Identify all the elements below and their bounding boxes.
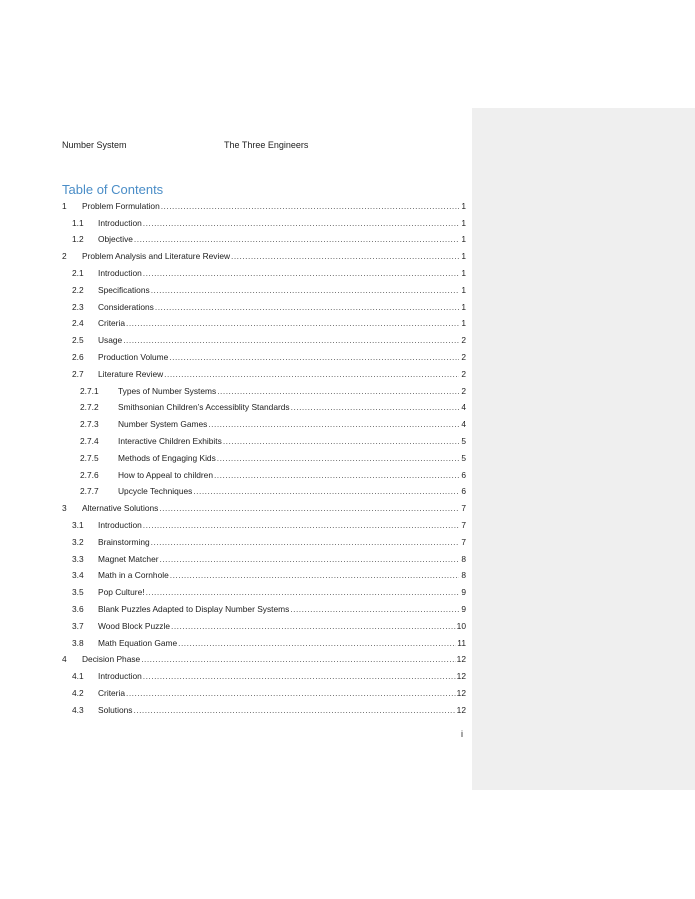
toc-entry-number: 3.3	[72, 553, 84, 564]
toc-dot-leader	[171, 621, 456, 632]
toc-entry-label: Literature Review	[98, 368, 164, 379]
toc-entry-page: 9	[461, 604, 466, 615]
toc-dot-leader	[143, 520, 459, 531]
toc-entry[interactable]	[62, 702, 466, 719]
toc-entry-number: 2.2	[72, 284, 84, 295]
toc-dot-leader	[126, 318, 459, 329]
toc-entry-page: 6	[461, 469, 466, 480]
toc-dot-leader	[161, 201, 459, 212]
toc-dot-leader	[193, 486, 459, 497]
toc-entry[interactable]	[62, 467, 466, 484]
toc-entry[interactable]	[62, 500, 466, 517]
toc-entry-number: 2	[62, 251, 67, 262]
toc-entry-label: Introduction	[98, 671, 142, 682]
toc-entry-page: 7	[461, 520, 466, 531]
toc-entry[interactable]	[62, 568, 466, 585]
toc-dot-leader	[143, 218, 459, 229]
toc-entry-page: 1	[461, 301, 466, 312]
toc-entry[interactable]	[62, 584, 466, 601]
toc-entry-number: 2.4	[72, 318, 84, 329]
toc-entry-label: Specifications	[98, 284, 150, 295]
toc-entry[interactable]	[62, 416, 466, 433]
toc-dot-leader	[169, 352, 459, 363]
toc-dot-leader	[164, 369, 459, 380]
toc-entry-page: 1	[461, 200, 466, 211]
toc-dot-leader	[155, 302, 459, 313]
toc-dot-leader	[290, 604, 459, 615]
table-of-contents	[62, 198, 466, 719]
toc-entry-page: 1	[461, 318, 466, 329]
comment-pane	[472, 108, 695, 790]
toc-entry-label: Methods of Engaging Kids	[118, 452, 216, 463]
toc-entry-number: 1	[62, 200, 67, 211]
toc-entry-number: 2.7.3	[80, 419, 99, 430]
toc-dot-leader	[143, 268, 459, 279]
toc-entry-page: 1	[461, 268, 466, 279]
toc-dot-leader	[214, 470, 459, 481]
toc-entry-page: 7	[461, 503, 466, 514]
toc-dot-leader	[159, 503, 459, 514]
toc-entry[interactable]	[62, 601, 466, 618]
toc-entry-page: 2	[461, 335, 466, 346]
toc-dot-leader	[151, 537, 459, 548]
toc-entry[interactable]	[62, 652, 466, 669]
toc-dot-leader	[151, 285, 459, 296]
toc-entry-label: Pop Culture!	[98, 587, 145, 598]
header-document-title: Number System	[62, 140, 127, 150]
toc-entry-page: 1	[461, 284, 466, 295]
toc-entry-label: Alternative Solutions	[82, 503, 159, 514]
toc-dot-leader	[217, 386, 459, 397]
toc-entry-page: 12	[456, 704, 466, 715]
toc-entry[interactable]	[62, 198, 466, 215]
toc-entry-number: 3	[62, 503, 67, 514]
toc-entry-number: 4.2	[72, 688, 84, 698]
toc-entry-label: Production Volume	[98, 352, 169, 363]
toc-entry-number: 2.7.6	[80, 469, 99, 480]
toc-entry-label: Smithsonian Children’s Accessiblity Standards	[118, 402, 290, 413]
toc-entry-label: How to Appeal to children	[118, 469, 213, 480]
toc-entry-number: 3.2	[72, 536, 84, 547]
toc-entry-page: 4	[461, 402, 466, 413]
toc-entry-number: 4.3	[72, 704, 84, 715]
toc-entry[interactable]	[62, 349, 466, 366]
toc-entry-label: Types of Number Systems	[118, 385, 217, 396]
toc-entry-number: 3.8	[72, 637, 84, 648]
toc-entry-number: 3.7	[72, 620, 84, 631]
toc-entry-number: 3.6	[72, 604, 84, 615]
toc-entry-label: Introduction	[98, 268, 142, 279]
toc-entry[interactable]	[62, 534, 466, 551]
toc-entry[interactable]	[62, 383, 466, 400]
toc-entry-number: 4	[62, 654, 67, 665]
toc-entry-page: 1	[461, 217, 466, 228]
toc-entry-page: 2	[461, 385, 466, 396]
toc-entry[interactable]	[62, 668, 466, 685]
toc-entry-page: 12	[456, 688, 466, 698]
page-number: i	[461, 729, 463, 739]
toc-entry-number: 2.7.5	[80, 452, 99, 463]
toc-entry-label: Introduction	[98, 217, 142, 228]
toc-entry-number: 1.2	[72, 234, 84, 245]
toc-entry-label: Brainstorming	[98, 536, 150, 547]
toc-entry-label: Interactive Children Exhibits	[118, 436, 222, 447]
toc-entry[interactable]	[62, 332, 466, 349]
toc-entry-number: 1.1	[72, 217, 84, 228]
toc-entry-label: Math Equation Game	[98, 637, 178, 648]
toc-entry[interactable]	[62, 433, 466, 450]
toc-entry-number: 2.3	[72, 301, 84, 312]
toc-entry-label: Wood Block Puzzle	[98, 620, 170, 631]
toc-dot-leader	[123, 335, 459, 346]
toc-entry-number: 3.5	[72, 587, 84, 598]
toc-entry-page: 5	[461, 436, 466, 447]
toc-entry-page: 4	[461, 419, 466, 430]
toc-entry-number: 2.7.7	[80, 486, 99, 497]
toc-entry[interactable]	[62, 450, 466, 467]
toc-entry-label: Blank Puzzles Adapted to Display Number Systems	[98, 604, 290, 615]
toc-entry[interactable]	[62, 685, 466, 702]
toc-dot-leader	[141, 654, 455, 665]
toc-entry-page: 1	[461, 251, 466, 262]
toc-dot-leader	[126, 688, 456, 699]
toc-entry-page: 7	[461, 536, 466, 547]
toc-entry-page: 6	[461, 486, 466, 497]
toc-entry-page: 12	[456, 671, 466, 682]
toc-entry-label: Usage	[98, 335, 123, 346]
toc-dot-leader	[134, 234, 459, 245]
toc-entry[interactable]	[62, 366, 466, 383]
toc-entry[interactable]	[62, 215, 466, 232]
toc-entry-page: 9	[461, 587, 466, 598]
toc-entry-number: 2.7.4	[80, 436, 99, 447]
toc-entry-number: 2.7.1	[80, 385, 99, 396]
toc-entry-page: 12	[456, 654, 466, 665]
toc-entry-page: 11	[457, 637, 466, 648]
toc-entry-label: Criteria	[98, 318, 125, 329]
toc-dot-leader	[231, 251, 459, 262]
toc-heading: Table of Contents	[62, 182, 164, 197]
toc-entry-number: 2.5	[72, 335, 84, 346]
toc-dot-leader	[208, 419, 459, 430]
toc-entry-label: Problem Analysis and Literature Review	[82, 251, 231, 262]
toc-entry-number: 3.4	[72, 570, 84, 581]
toc-entry[interactable]	[62, 618, 466, 635]
toc-entry[interactable]	[62, 248, 466, 265]
toc-entry[interactable]	[62, 282, 466, 299]
header-team-name: The Three Engineers	[224, 140, 309, 150]
toc-dot-leader	[178, 638, 456, 649]
toc-entry-page: 1	[461, 234, 466, 245]
toc-entry-page: 2	[461, 368, 466, 379]
toc-entry-number: 2.7	[72, 368, 84, 379]
toc-entry-number: 2.7.2	[80, 402, 99, 413]
toc-entry-page: 8	[461, 570, 466, 581]
toc-dot-leader	[291, 402, 459, 413]
toc-entry[interactable]	[62, 484, 466, 501]
toc-dot-leader	[170, 570, 459, 581]
toc-dot-leader	[133, 705, 455, 716]
toc-entry[interactable]	[62, 551, 466, 568]
toc-entry-label: Criteria	[98, 688, 125, 698]
toc-entry-label: Considerations	[98, 301, 154, 312]
toc-entry-page: 10	[456, 620, 466, 631]
toc-entry-label: Decision Phase	[82, 654, 141, 665]
toc-entry-label: Magnet Matcher	[98, 553, 159, 564]
toc-entry-number: 3.1	[72, 520, 84, 531]
toc-entry-number: 2.6	[72, 352, 84, 363]
toc-dot-leader	[160, 554, 459, 565]
toc-entry-number: 4.1	[72, 671, 84, 682]
toc-dot-leader	[217, 453, 459, 464]
toc-entry[interactable]	[62, 232, 466, 249]
toc-entry-number: 2.1	[72, 268, 84, 279]
toc-entry[interactable]	[62, 265, 466, 282]
toc-entry[interactable]	[62, 517, 466, 534]
toc-entry-page: 8	[461, 553, 466, 564]
toc-entry-label: Introduction	[98, 520, 142, 531]
toc-entry-label: Solutions	[98, 704, 133, 715]
toc-entry-label: Math in a Cornhole	[98, 570, 169, 581]
toc-entry-label: Objective	[98, 234, 133, 245]
toc-entry[interactable]	[62, 316, 466, 333]
toc-entry[interactable]	[62, 635, 466, 652]
toc-entry[interactable]	[62, 400, 466, 417]
toc-dot-leader	[223, 436, 459, 447]
toc-entry-page: 5	[461, 452, 466, 463]
toc-entry-label: Number System Games	[118, 419, 208, 430]
toc-entry-page: 2	[461, 352, 466, 363]
toc-entry-label: Upcycle Techniques	[118, 486, 193, 497]
toc-dot-leader	[146, 587, 459, 598]
toc-entry-label: Problem Formulation	[82, 200, 160, 211]
toc-dot-leader	[143, 671, 456, 682]
toc-entry[interactable]	[62, 299, 466, 316]
